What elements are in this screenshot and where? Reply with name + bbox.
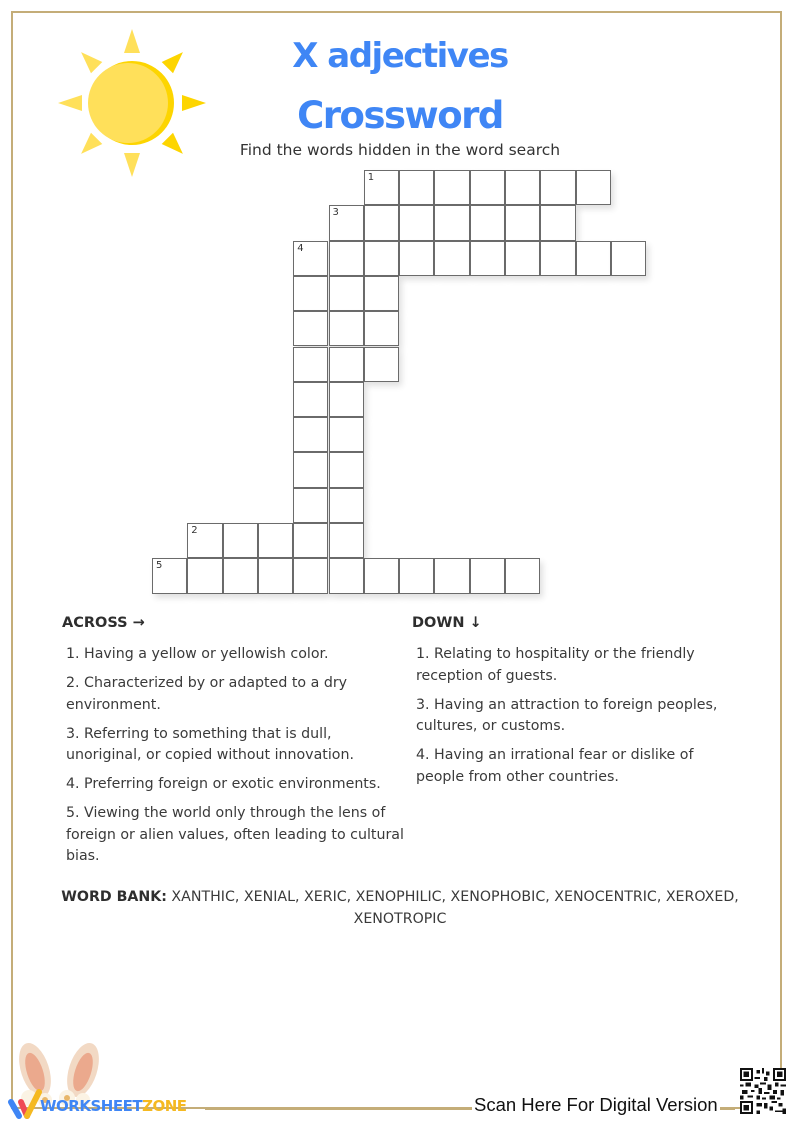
crossword-cell[interactable] [470, 241, 505, 276]
down-clues [416, 644, 736, 796]
down-clue-1: 1. Relating to hospitality or the friendly reception of guests. [416, 646, 695, 684]
across-clue-2: 2. Characterized by or adapted to a dry environment. [66, 675, 348, 713]
crossword-cell[interactable] [540, 241, 575, 276]
crossword-cell[interactable] [329, 558, 364, 593]
crossword-cell[interactable] [258, 558, 293, 593]
qr-code-icon[interactable] [740, 1068, 786, 1114]
crossword-cell[interactable] [364, 311, 399, 346]
crossword-cell[interactable] [540, 205, 575, 240]
crossword-cell[interactable] [434, 558, 469, 593]
crossword-cell[interactable] [329, 488, 364, 523]
crossword-cell[interactable] [434, 170, 469, 205]
crossword-cell[interactable] [293, 417, 328, 452]
page-title-line-1: X adjectives [292, 36, 508, 76]
crossword-cell[interactable] [364, 241, 399, 276]
crossword-cell[interactable] [399, 241, 434, 276]
crossword-cell[interactable] [293, 558, 328, 593]
crossword-cell[interactable] [540, 170, 575, 205]
crossword-cell[interactable] [399, 170, 434, 205]
crossword-cell[interactable] [329, 241, 364, 276]
crossword-cell[interactable] [576, 170, 611, 205]
crossword-cell[interactable] [399, 558, 434, 593]
across-clue-1: 1. Having a yellow or yellowish color. [66, 646, 329, 662]
crossword-cell[interactable] [364, 170, 399, 205]
across-clues [66, 644, 406, 875]
down-clue-4: 4. Having an irrational fear or dislike of people from other countries. [416, 747, 694, 785]
crossword-cell[interactable] [223, 558, 258, 593]
crossword-cell[interactable] [293, 382, 328, 417]
crossword-cell[interactable] [434, 241, 469, 276]
sun-icon [52, 25, 214, 185]
crossword-cell[interactable] [470, 205, 505, 240]
clue-number: 5 [156, 560, 163, 572]
crossword-cell[interactable] [505, 170, 540, 205]
crossword-cell[interactable] [293, 241, 328, 276]
crossword-cell[interactable] [293, 276, 328, 311]
worksheetzone-logo[interactable] [40, 1097, 187, 1115]
crossword-cell[interactable] [258, 523, 293, 558]
crossword-cell[interactable] [470, 170, 505, 205]
across-clue-4: 4. Preferring foreign or exotic environments. [66, 776, 381, 792]
crossword-cell[interactable] [223, 523, 258, 558]
across-clue-3: 3. Referring to something that is dull, unoriginal, or copied without innovation. [66, 725, 354, 763]
across-heading: ACROSS → [62, 615, 145, 631]
crossword-cell[interactable] [293, 523, 328, 558]
crossword-cell[interactable] [293, 347, 328, 382]
clue-number: 1 [367, 172, 375, 183]
crossword-cell[interactable] [505, 205, 540, 240]
crossword-cell[interactable] [364, 347, 399, 382]
page-title-line-2: Crossword [297, 94, 503, 137]
crossword-cell[interactable] [187, 558, 222, 593]
crossword-cell[interactable] [576, 241, 611, 276]
down-heading: DOWN ↓ [412, 615, 482, 631]
crossword-cell[interactable] [187, 523, 222, 558]
crossword-cell[interactable] [293, 452, 328, 487]
logo-part-1: WORKSHEET [40, 1097, 143, 1115]
crossword-cell[interactable] [329, 347, 364, 382]
word-bank [60, 887, 740, 930]
crossword-cell[interactable] [364, 205, 399, 240]
crossword-cell[interactable] [329, 311, 364, 346]
crossword-cell[interactable] [329, 276, 364, 311]
crossword-cell[interactable] [399, 205, 434, 240]
word-bank-label: WORD BANK: [61, 889, 167, 905]
down-clue-3: 3. Having an attraction to foreign peoples, cultures, or customs. [416, 696, 718, 734]
crossword-cell[interactable] [505, 241, 540, 276]
clue-number: 3 [332, 207, 339, 219]
across-clue-5: 5. Viewing the world only through the lens of foreign or alien values, often leading to cultural bias. [66, 805, 404, 864]
crossword-cell[interactable] [329, 382, 364, 417]
crossword-cell[interactable] [152, 558, 187, 593]
page-subtitle: Find the words hidden in the word search [239, 141, 561, 159]
word-bank-words: XANTHIC, XENIAL, XERIC, XENOPHILIC, XENOPHOBIC, XENOCENTRIC, XEROXED, XENOTROPIC [166, 889, 739, 927]
crossword-cell[interactable] [329, 452, 364, 487]
crossword-cell[interactable] [329, 205, 364, 240]
crossword-cell[interactable] [364, 276, 399, 311]
crossword-cell[interactable] [434, 205, 469, 240]
clue-number: 4 [297, 242, 304, 254]
scan-label: Scan Here For Digital Version [474, 1094, 718, 1115]
logo-part-2: ZONE [142, 1097, 187, 1115]
crossword-cell[interactable] [329, 417, 364, 452]
crossword-cell[interactable] [611, 241, 646, 276]
crossword-cell[interactable] [293, 488, 328, 523]
clue-number: 2 [191, 525, 198, 536]
crossword-cell[interactable] [364, 558, 399, 593]
crossword-cell[interactable] [293, 311, 328, 346]
crossword-cell[interactable] [505, 558, 540, 593]
crossword-cell[interactable] [329, 523, 364, 558]
crossword-cell[interactable] [470, 558, 505, 593]
